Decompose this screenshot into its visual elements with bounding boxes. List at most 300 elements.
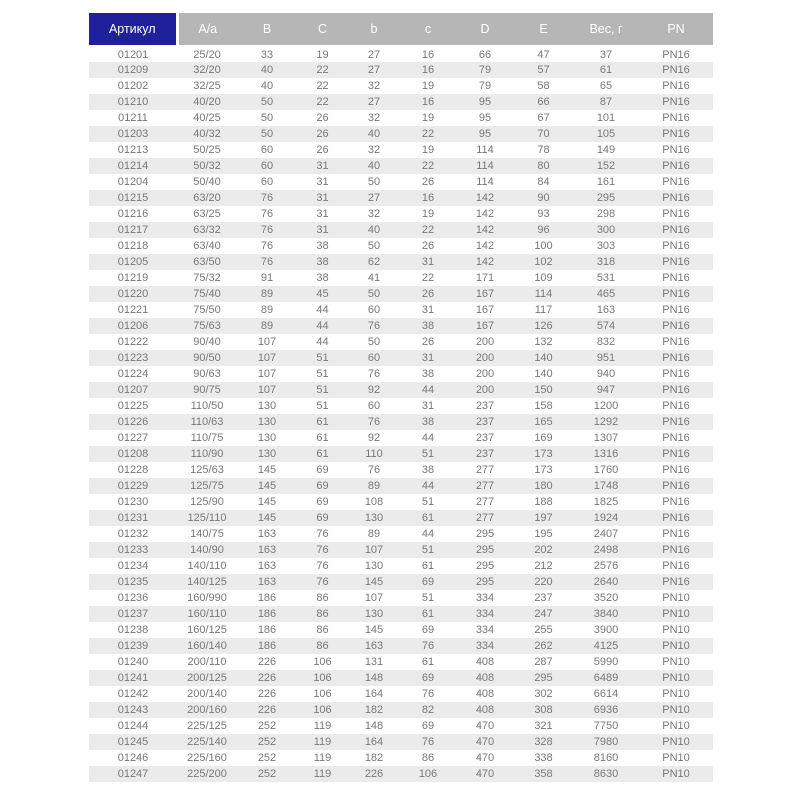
table-cell: 180 [534, 480, 553, 492]
table-cell: PN10 [662, 672, 690, 684]
table-cell: 408 [475, 672, 495, 684]
table-cell: 44 [421, 480, 435, 492]
table-row [89, 702, 713, 718]
table-cell: 27 [367, 64, 381, 76]
article-cell: 01224 [117, 368, 149, 380]
table-cell: 110 [365, 448, 383, 460]
table-row [89, 62, 713, 78]
table-cell: 63/40 [193, 240, 221, 252]
column-header: B [237, 13, 297, 46]
table-cell: 26 [421, 176, 435, 188]
column-header: А/а [177, 13, 237, 46]
table-cell: 96 [537, 224, 550, 236]
table-cell: 90/40 [193, 336, 221, 348]
table-cell: 40/25 [193, 112, 221, 124]
table-cell: 51 [421, 544, 435, 556]
article-cell: 01234 [117, 560, 149, 572]
table-cell: 119 [313, 736, 332, 748]
table-cell: 37 [599, 48, 613, 61]
table-cell: 69 [421, 720, 435, 732]
table-cell: PN16 [662, 544, 690, 556]
table-cell: 89 [367, 528, 381, 540]
table-cell: 60 [260, 144, 274, 156]
table-cell: 165 [534, 416, 553, 428]
article-cell: 01211 [118, 112, 148, 124]
table-cell: 130 [364, 608, 384, 620]
table-cell: 63/20 [193, 192, 221, 204]
table-cell: 226 [257, 688, 277, 700]
table-cell: 50 [367, 288, 381, 300]
table-cell: PN16 [662, 400, 690, 412]
table-cell: 142 [475, 240, 495, 252]
table-cell: 106 [418, 768, 438, 780]
table-row [89, 670, 713, 686]
table-row [89, 734, 713, 750]
table-cell: 27 [367, 48, 381, 61]
table-cell: 32 [367, 144, 381, 156]
table-cell: 470 [475, 768, 495, 780]
article-cell: 01238 [117, 624, 149, 636]
table-cell: 1316 [593, 448, 619, 460]
table-cell: 107 [364, 592, 384, 604]
table-cell: 148 [364, 672, 384, 684]
table-cell: PN10 [662, 608, 690, 620]
table-row [89, 286, 713, 302]
table-cell: PN16 [662, 176, 690, 188]
table-cell: 302 [534, 688, 553, 700]
table-cell: 940 [596, 368, 616, 380]
table-cell: 69 [316, 512, 329, 524]
table-cell: 108 [364, 496, 384, 508]
table-cell: 40 [260, 64, 274, 76]
table-cell: 51 [316, 352, 329, 364]
table-cell: 225/200 [187, 768, 227, 780]
table-cell: 126 [534, 320, 553, 332]
header-row [89, 13, 713, 46]
table-cell: 163 [257, 560, 277, 572]
table-cell: 82 [421, 704, 435, 716]
table-cell: 158 [534, 400, 553, 412]
table-cell: 277 [475, 512, 495, 524]
table-row [89, 142, 713, 158]
table-cell: 89 [367, 480, 381, 492]
table-row [89, 110, 713, 126]
table-cell: 86 [316, 640, 329, 652]
table-cell: 140/75 [190, 528, 224, 540]
table-cell: 130 [257, 432, 277, 444]
table-cell: 38 [316, 256, 329, 268]
table-cell: 5990 [593, 656, 619, 668]
table-cell: 140/125 [187, 576, 227, 588]
table-row [89, 254, 713, 270]
table-row [89, 382, 713, 398]
table-cell: 33 [260, 48, 274, 61]
table-cell: 101 [596, 112, 616, 124]
table-cell: 51 [316, 400, 329, 412]
table-cell: 31 [316, 224, 329, 236]
table-row [89, 558, 713, 574]
table-cell: 60 [367, 304, 381, 316]
table-cell: 161 [596, 176, 616, 188]
table-cell: PN16 [662, 528, 690, 540]
article-cell: 01215 [117, 192, 149, 204]
table-cell: 2407 [593, 528, 619, 540]
table-cell: 92 [367, 384, 381, 396]
table-cell: 61 [421, 512, 435, 524]
table-cell: 31 [421, 352, 435, 364]
table-cell: 51 [316, 368, 329, 380]
table-cell: 160/110 [187, 608, 227, 620]
table-cell: PN16 [662, 112, 690, 124]
table-row [89, 750, 713, 766]
table-cell: 130 [257, 416, 277, 428]
table-row [89, 718, 713, 734]
table-cell: 27 [367, 192, 381, 204]
table-row [89, 238, 713, 254]
table-cell: 277 [475, 464, 495, 476]
table-cell: 90 [537, 192, 550, 204]
table-cell: 300 [596, 224, 616, 236]
table-cell: 334 [475, 592, 495, 604]
table-cell: 130 [364, 512, 384, 524]
table-row [89, 446, 713, 462]
table-cell: 90/50 [193, 352, 221, 364]
table-cell: 1307 [593, 432, 619, 444]
table-cell: 110/50 [190, 400, 224, 412]
table-cell: 69 [421, 672, 435, 684]
table-cell: 76 [367, 464, 381, 476]
table-row [89, 686, 713, 702]
table-row [89, 46, 713, 62]
table-cell: 226 [257, 672, 277, 684]
table-cell: 220 [534, 576, 553, 588]
table-cell: 225/125 [187, 720, 227, 732]
table-cell: 61 [421, 608, 435, 620]
table-cell: 76 [367, 320, 381, 332]
table-cell: 76 [316, 528, 329, 540]
table-cell: 22 [421, 224, 435, 236]
table-cell: PN16 [662, 288, 690, 300]
table-cell: 70 [537, 128, 550, 140]
table-cell: 130 [257, 400, 277, 412]
article-cell: 01237 [117, 608, 149, 620]
table-cell: 84 [537, 176, 550, 188]
table-cell: PN16 [662, 496, 690, 508]
table-cell: 119 [313, 752, 332, 764]
article-cell: 01241 [117, 672, 149, 684]
table-cell: 149 [596, 144, 616, 156]
table-cell: PN16 [662, 560, 690, 572]
table-row [89, 78, 713, 94]
table-cell: 195 [534, 528, 553, 540]
table-cell: 125/63 [190, 464, 224, 476]
table-cell: 76 [260, 224, 274, 236]
table-cell: 252 [257, 736, 277, 748]
table-cell: 51 [421, 448, 435, 460]
table-cell: 62 [367, 256, 381, 268]
table-cell: 334 [475, 624, 495, 636]
table-cell: 31 [421, 304, 435, 316]
table-cell: PN16 [662, 512, 690, 524]
table-cell: PN16 [662, 384, 690, 396]
table-cell: 7750 [593, 720, 619, 732]
table-cell: 63/25 [193, 208, 221, 220]
table-cell: 262 [534, 640, 553, 652]
article-cell: 01244 [117, 720, 149, 732]
table-cell: PN10 [662, 704, 690, 716]
table-cell: 8630 [593, 768, 619, 780]
table-cell: 107 [257, 384, 277, 396]
table-cell: 237 [475, 448, 495, 460]
table-cell: 186 [257, 640, 277, 652]
table-cell: 226 [257, 656, 277, 668]
table-cell: 40 [260, 80, 274, 92]
table-cell: 105 [596, 128, 616, 140]
table-cell: 110/90 [190, 448, 224, 460]
table-cell: 212 [534, 560, 553, 572]
table-cell: 107 [257, 352, 277, 364]
table-cell: 145 [257, 480, 277, 492]
table-cell: 6489 [593, 672, 619, 684]
table-cell: 287 [534, 656, 553, 668]
table-row [89, 350, 713, 366]
table-cell: 32/25 [193, 80, 221, 92]
table-cell: PN16 [662, 64, 690, 76]
table-row [89, 366, 713, 382]
table-cell: 50 [260, 112, 274, 124]
table-cell: 321 [534, 720, 553, 732]
table-cell: 142 [475, 208, 495, 220]
table-cell: 252 [257, 720, 277, 732]
table-cell: 295 [475, 528, 495, 540]
table-cell: PN16 [662, 256, 690, 268]
table-cell: 465 [596, 288, 616, 300]
table-cell: 145 [364, 624, 384, 636]
table-cell: 145 [257, 512, 277, 524]
table-cell: 114 [476, 176, 494, 188]
article-cell: 01205 [117, 256, 149, 268]
table-cell: 1924 [593, 512, 619, 524]
table-cell: 2640 [593, 576, 619, 588]
article-cell: 01232 [117, 528, 149, 540]
table-cell: 574 [596, 320, 616, 332]
table-cell: 145 [257, 496, 277, 508]
column-header: b [348, 13, 400, 46]
table-cell: 26 [421, 336, 435, 348]
table-cell: PN10 [662, 752, 690, 764]
table-cell: 50/25 [193, 144, 221, 156]
table-cell: 25/20 [193, 48, 221, 61]
article-cell: 01201 [117, 48, 149, 61]
table-cell: 79 [478, 80, 492, 92]
table-cell: 41 [367, 272, 381, 284]
table-cell: 76 [367, 368, 381, 380]
article-cell: 01228 [117, 464, 149, 476]
article-cell: 01207 [117, 384, 149, 396]
table-cell: 142 [475, 192, 495, 204]
table-cell: 318 [596, 256, 616, 268]
table-cell: 358 [534, 768, 553, 780]
article-cell: 01245 [117, 736, 149, 748]
table-cell: 90/63 [193, 368, 221, 380]
table-cell: 303 [596, 240, 616, 252]
article-cell: 01220 [117, 288, 149, 300]
table-cell: 86 [421, 752, 435, 764]
article-cell: 01219 [117, 272, 149, 284]
table-cell: 50 [367, 336, 381, 348]
table-cell: 7980 [593, 736, 619, 748]
table-cell: 100 [534, 240, 553, 252]
table-cell: 200 [475, 336, 495, 348]
table-cell: 119 [313, 720, 332, 732]
table-cell: PN16 [662, 304, 690, 316]
table-cell: 114 [476, 144, 494, 156]
article-cell: 01227 [117, 432, 149, 444]
article-cell: 01229 [117, 480, 149, 492]
table-cell: 237 [534, 592, 553, 604]
table-cell: 173 [534, 464, 553, 476]
article-cell: 01208 [117, 448, 149, 460]
table-row [89, 206, 713, 222]
table-cell: 76 [316, 576, 329, 588]
table-cell: 408 [475, 656, 495, 668]
table-cell: 2498 [593, 544, 619, 556]
table-cell: 947 [596, 384, 616, 396]
table-cell: PN10 [662, 768, 690, 780]
article-cell: 01209 [117, 64, 149, 76]
table-cell: PN10 [662, 656, 690, 668]
table-cell: 119 [313, 768, 332, 780]
table-cell: 202 [534, 544, 553, 556]
table-cell: 44 [421, 432, 435, 444]
article-cell: 01217 [117, 224, 149, 236]
table-cell: PN16 [662, 480, 690, 492]
table-cell: 76 [260, 256, 274, 268]
table-cell: 173 [534, 448, 553, 460]
table-cell: 61 [421, 656, 435, 668]
table-cell: 832 [596, 336, 616, 348]
table-cell: 295 [596, 192, 616, 204]
table-row [89, 270, 713, 286]
table-cell: 40 [367, 224, 381, 236]
table-cell: 86 [316, 592, 329, 604]
table-cell: 61 [421, 560, 435, 572]
table-cell: 163 [257, 528, 277, 540]
table-row [89, 94, 713, 110]
table-cell: 22 [421, 160, 435, 172]
table-cell: 61 [599, 64, 613, 76]
table-row [89, 398, 713, 414]
table-cell: 200/125 [187, 672, 227, 684]
table-cell: 140 [534, 352, 553, 364]
table-cell: 125/90 [190, 496, 224, 508]
table-cell: 130 [364, 560, 384, 572]
table-cell: 107 [257, 336, 277, 348]
table-cell: 408 [475, 704, 495, 716]
table-cell: 16 [421, 192, 435, 204]
table-cell: 69 [421, 576, 435, 588]
table-cell: 40/32 [193, 128, 221, 140]
table-row [89, 590, 713, 606]
table-cell: 110/63 [190, 416, 224, 428]
table-cell: 95 [478, 96, 492, 108]
table-cell: 86 [316, 624, 329, 636]
table-cell: 295 [475, 544, 495, 556]
table-cell: 470 [475, 752, 495, 764]
table-cell: 92 [367, 432, 381, 444]
table-cell: 114 [534, 288, 553, 300]
table-cell: PN16 [662, 448, 690, 460]
table-cell: 87 [599, 96, 613, 108]
table-cell: 130 [257, 448, 277, 460]
table-cell: 160/125 [187, 624, 227, 636]
table-cell: 142 [475, 224, 495, 236]
table-cell: 163 [596, 304, 616, 316]
table-cell: 3900 [593, 624, 619, 636]
table-cell: 277 [475, 480, 495, 492]
table-cell: 69 [316, 480, 329, 492]
table-cell: 40 [367, 160, 381, 172]
table-cell: 102 [534, 256, 553, 268]
column-header: PN [639, 13, 713, 46]
table-cell: 200 [475, 352, 495, 364]
table-cell: 109 [534, 272, 553, 284]
table-cell: 51 [316, 384, 329, 396]
table-cell: 186 [257, 592, 277, 604]
table-cell: 131 [364, 656, 384, 668]
table-cell: 4125 [593, 640, 619, 652]
table-cell: 308 [534, 704, 553, 716]
table-row [89, 190, 713, 206]
table-cell: 22 [421, 272, 435, 284]
table-cell: 531 [596, 272, 616, 284]
article-cell: 01204 [117, 176, 149, 188]
table-cell: 200/110 [187, 656, 227, 668]
table-cell: 338 [534, 752, 553, 764]
table-cell: 38 [421, 368, 435, 380]
table-cell: 182 [364, 704, 384, 716]
article-cell: 01216 [117, 208, 149, 220]
table-cell: 26 [316, 112, 329, 124]
article-cell: 01239 [117, 640, 149, 652]
table-cell: 22 [316, 96, 329, 108]
table-cell: 31 [421, 400, 435, 412]
article-cell: 01218 [117, 240, 149, 252]
table-cell: 114 [476, 160, 494, 172]
article-cell: 01203 [117, 128, 149, 140]
table-cell: 51 [421, 496, 435, 508]
table-row [89, 542, 713, 558]
table-cell: 152 [596, 160, 616, 172]
table-cell: 247 [534, 608, 553, 620]
table-body [89, 46, 713, 782]
table-cell: 237 [475, 416, 495, 428]
article-cell: 01240 [117, 656, 149, 668]
table-row [89, 174, 713, 190]
table-cell: 110/75 [190, 432, 224, 444]
table-cell: 470 [475, 736, 495, 748]
table-cell: 40 [367, 128, 381, 140]
table-cell: PN16 [662, 240, 690, 252]
table-cell: 106 [313, 656, 332, 668]
table-cell: 182 [364, 752, 384, 764]
table-cell: 19 [316, 48, 329, 61]
table-cell: 16 [421, 96, 435, 108]
table-cell: 38 [421, 464, 435, 476]
table-row [89, 766, 713, 782]
table-cell: 61 [316, 416, 329, 428]
table-cell: 16 [421, 64, 435, 76]
